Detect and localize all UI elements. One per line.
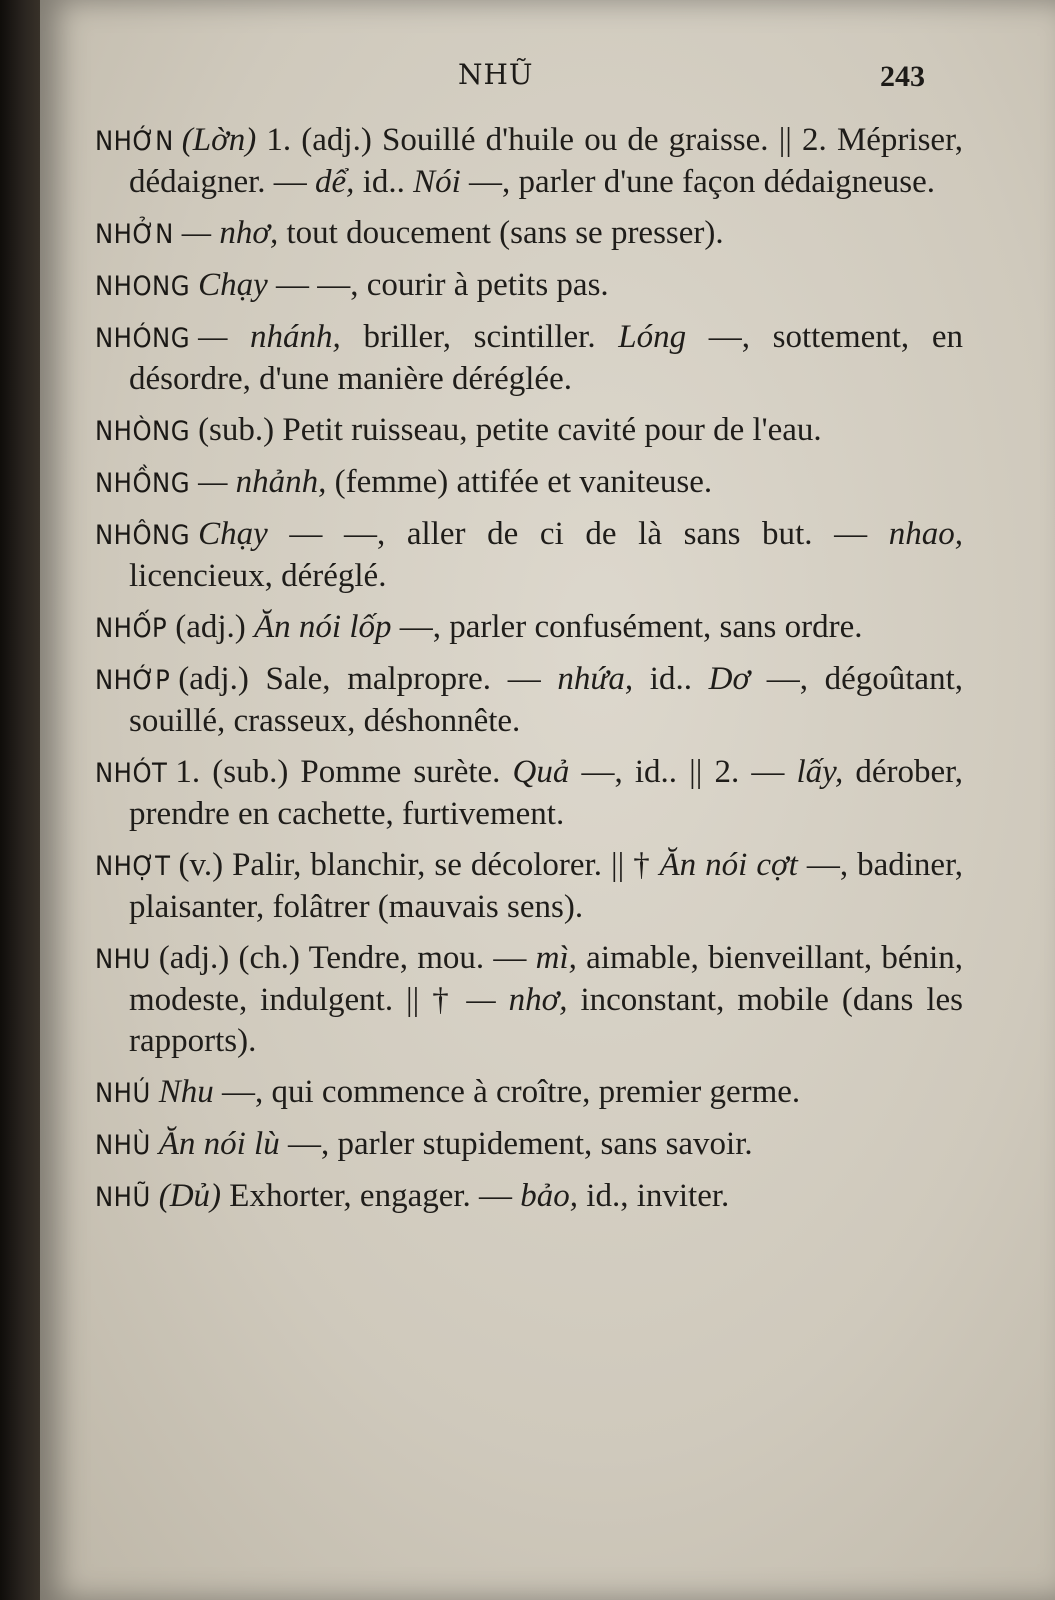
entry-text-italic: Chạy	[198, 267, 268, 303]
entry-text-italic: (Dủ)	[158, 1178, 222, 1214]
dictionary-entry	[95, 938, 963, 1062]
running-head	[40, 58, 1055, 108]
entry-text-italic: lấy,	[796, 754, 844, 790]
entry-text: (v.) Palir, blanchir, se décolorer.	[178, 847, 611, 883]
entry-text: dérober, prendre en cachette, furtivement.	[129, 754, 964, 832]
entry-text-italic: — nhảnh,	[198, 464, 327, 500]
entry-text: (femme) attifée et vaniteuse.	[326, 464, 713, 500]
dictionary-entry	[95, 514, 963, 597]
entry-text-italic: mì,	[535, 940, 577, 976]
entry-headword: NHÓT	[95, 758, 168, 789]
entry-text: (adj.) (ch.) Tendre, mou. —	[158, 940, 536, 976]
entry-headword: NHỐP	[95, 613, 168, 644]
entry-text: ||	[689, 754, 703, 790]
entry-text: briller, scintiller.	[340, 319, 619, 355]
entry-headword: NHU	[95, 944, 151, 975]
entry-headword: NHÓNG	[95, 323, 191, 354]
entry-headword: NHỢT	[95, 851, 171, 882]
entry-headword: NHÚ	[95, 1078, 151, 1109]
page-number: 243	[880, 60, 925, 93]
dictionary-entry	[95, 607, 963, 649]
entry-headword: NHỚP	[95, 665, 171, 696]
entry-headword: NHÒNG	[95, 416, 191, 447]
entry-text: 2. Mépriser, dédaigner. —	[129, 122, 964, 200]
entry-text-italic: Quả	[512, 754, 570, 790]
entry-text: aimable, bienveillant, bénin, modeste, indulgent.	[129, 940, 963, 1018]
entry-text: —, dégoûtant, souillé, crasseux, déshonnête.	[129, 661, 964, 739]
entry-text: (adj.)	[175, 609, 254, 645]
entry-text-italic: Ăn nói lù	[158, 1126, 280, 1162]
dictionary-entry	[95, 120, 963, 203]
entry-text-italic: Lóng	[618, 319, 687, 355]
entry-text: (sub.) Petit ruisseau, petite cavité pour de l'eau.	[198, 412, 822, 448]
entry-text: (adj.) Sale, malpropre. —	[178, 661, 558, 697]
entry-text-italic: Nói	[413, 164, 461, 200]
dictionary-entry	[95, 213, 963, 255]
entry-text-italic: (Lờn)	[181, 122, 257, 158]
entry-text: || †	[610, 847, 651, 883]
entry-headword: NHONG	[95, 271, 191, 302]
entry-text-italic: Ăn nói cợt	[650, 847, 798, 883]
entry-text: tout doucement (sans se presser).	[278, 215, 724, 251]
entry-headword: NHŨ	[95, 1182, 151, 1213]
entry-text: —, badiner, plaisanter, folâtrer (mauvais sens).	[129, 847, 963, 925]
entry-text-italic: Nhu	[158, 1074, 214, 1110]
dictionary-entry	[95, 1124, 963, 1166]
entry-text: || †	[406, 982, 454, 1018]
entry-text: —, qui commence à croître, premier germe.	[213, 1074, 801, 1110]
dictionary-entry	[95, 845, 963, 928]
entry-text: — —, aller de ci de là sans but. —	[267, 516, 889, 552]
dictionary-page	[40, 0, 1055, 1600]
entry-text: inconstant, mobile (dans les rapports).	[129, 982, 963, 1059]
dictionary-entry	[95, 1072, 963, 1114]
dictionary-entry	[95, 462, 963, 504]
entry-text: id..	[354, 164, 414, 200]
dictionary-entry	[95, 265, 963, 307]
entry-text-italic: Ăn nói lốp	[254, 609, 392, 645]
entry-text: —, sottement, en désordre, d'une manière déréglée.	[129, 319, 963, 397]
entry-text: —, id..	[569, 754, 690, 790]
entry-text-italic: nhứa,	[557, 661, 634, 697]
entry-text-italic: — nhơ,	[181, 215, 279, 251]
entry-text: id..	[633, 661, 709, 697]
entry-list	[95, 120, 963, 1228]
entry-text: Exhorter, engager. —	[221, 1178, 521, 1214]
dictionary-entry	[95, 752, 963, 835]
dictionary-entry	[95, 410, 963, 452]
entry-text: —, parler stupidement, sans savoir.	[279, 1126, 753, 1162]
dictionary-entry	[95, 659, 963, 742]
entry-text: licencieux, déréglé.	[129, 558, 387, 594]
entry-text-italic: Chạy	[198, 516, 268, 552]
entry-headword: NHÔNG	[95, 520, 191, 551]
entry-text: —, parler d'une façon dédaigneuse.	[460, 164, 935, 200]
entry-text: ||	[778, 122, 792, 158]
entry-text-italic: bảo,	[520, 1178, 579, 1214]
entry-text: id., inviter.	[578, 1178, 730, 1214]
entry-headword: NHỒNG	[95, 468, 191, 499]
entry-text: 2. —	[702, 754, 797, 790]
entry-headword: NHỞN	[95, 219, 174, 250]
entry-text-italic: nhao,	[888, 516, 963, 552]
dictionary-entry	[95, 1176, 963, 1218]
running-head-word: NHŨ	[458, 58, 534, 91]
entry-text-italic: dể,	[315, 164, 355, 200]
entry-text: — —, courir à petits pas.	[267, 267, 609, 303]
entry-text: —, parler confusément, sans ordre.	[391, 609, 863, 645]
entry-headword: NHÙ	[95, 1130, 151, 1161]
book-spine	[0, 0, 44, 1600]
entry-headword: NHỚN	[95, 126, 174, 157]
entry-text: 1. (sub.) Pomme surète.	[175, 754, 513, 790]
entry-text: 1. (adj.) Souillé d'huile ou de graisse.	[256, 122, 779, 158]
dictionary-entry	[95, 317, 963, 400]
entry-text-italic: — nhánh,	[198, 319, 341, 355]
entry-text-italic: — nhơ,	[453, 982, 568, 1018]
entry-text-italic: Dơ	[708, 661, 751, 697]
